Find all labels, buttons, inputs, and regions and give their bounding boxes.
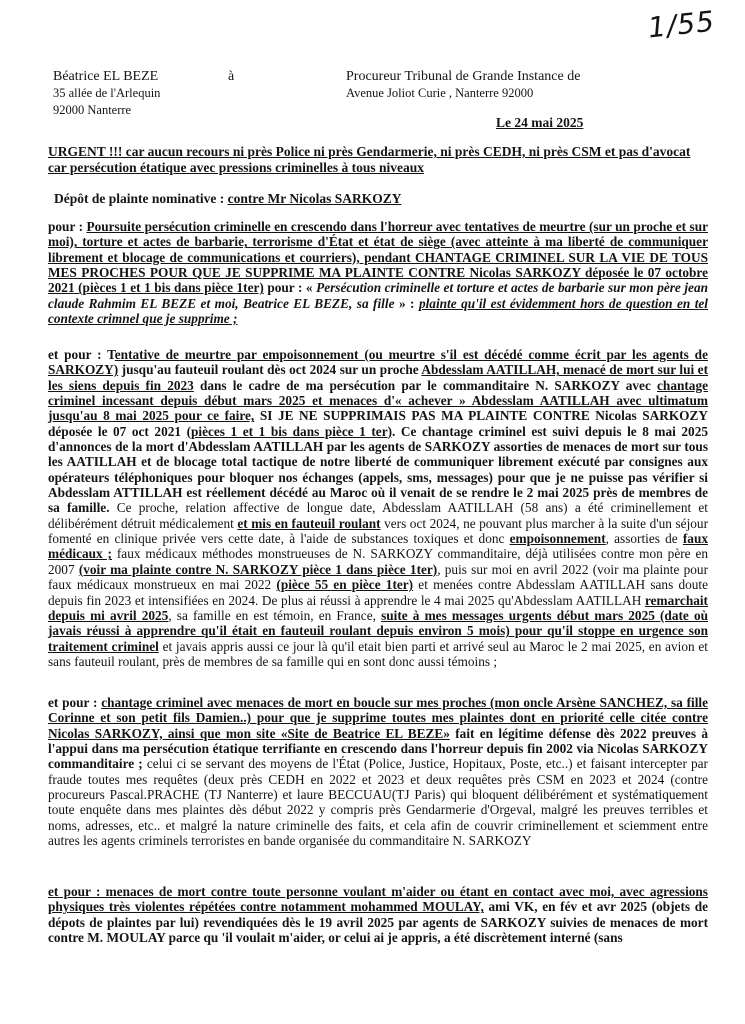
p1-s2: Poursuite persécution criminelle en crescendo dans l'horreur avec tentatives de meurtre (sur un proche et sur moi), torture et actes de barbarie, terrorisme d'État et état de siège (avec atteinte à ma liberté de communiquer librement et blocage de communications et courriers), pendant CHANTAGE CRIMINEL SUR LA VIE DE TOUS MES PROCHES POUR QUE JE SUPPRIME MA PLAINTE CONTRE Nicolas SARKOZY déposée le 07 octobre 2021 (pièces 1 et 1 bis dans pièce 1ter) [48,219,708,296]
p4-s1: et pour : menaces de mort contre toute personne voulant m'aider ou étant en contact avec moi, avec agressions physiques très violentes répétées contre notamment mohammed MOULAY, [48,884,708,915]
complaint-header [54,191,401,207]
to-word: à [228,69,235,84]
p2-s23: , sa famille en est témoin, en France, [168,607,382,623]
p2-s2: entative de meurtre par empoisonnement [114,347,359,362]
p1-s1: pour : [48,219,83,234]
p1-s5: » : [398,295,415,311]
paragraph-4 [48,884,708,945]
recipient-line1: Procureur Tribunal de Grande Instance de [346,69,581,84]
p2-s14: empoisonnement [509,531,606,547]
p2-s21: et menées contre Abdesslam AATILLAH sans doute depuis fin 2023 et intensifiées en 2024. De plus ai réussi à apprendre le 4 mai 2025 qu'Abdesslam AATILLAH [48,577,708,608]
p4-s2: ami VK, en fév et avr 2025 (objets de dépots de plaintes par lui) revendiquées dès le 19 avril 2025 par agents de SARKOZY suivies de menaces de mort contre M. MOULAY parce qu 'il voulait m'aider, or celui ai je appris, a été discrètement interné (sans [48,899,708,946]
p2-s15: , assorties de [605,531,683,547]
p3-s4: celui ci se servant des moyens de l'État (Police, Justice, Hopitaux, Poste, etc..) et faisant intercepter par fraude toutes mes requêtes (deux près CEDH en 2022 et 2023 et deux requêtes près CSM en 2023 et 2024 (contre procureurs Pascal.PRACHE (TJ Nanterre) et laure BECCUAU(TJ Paris) qui bloquent délibérément et systématiquement toute enquête dans mes plaintes dès début 2022 y compris près Gendarmerie d'Orgeval, malgré les preuves terribles et noms, adresses, etc.. et malgré la nature criminelle des faits, et cela afin de couvrir criminellement et sciemment entre autres les agents criminels terroristes en bande organisée du commanditaire N. SARKOZY [48,756,708,849]
urgent-notice: URGENT !!! car aucun recours ni près Police ni près Gendarmerie, ni près CEDH, ni près CSM et pas d'avocat car persécution étatique avec pressions criminelles à tous niveaux [48,144,691,175]
p1-s3: pour : « [263,280,317,296]
p2-s13: vers oct 2024, ne pouvant plus marcher à la suite d'un séjour fomenté en clinique privée vers cette date, à l'aide de substances toxiques et donc [48,515,708,547]
p3-s1: et pour : [48,695,102,710]
p1-s6: plainte qu'il est évidemment hors de question en tel contexte crimnel que je supprime ; [48,295,708,327]
p2-s25: et javais appris aussi ce jour là qu'il etait bien parti et arrivé seul au Maroc le 2 mai 2025, en avion et sans fauteuil roulant, près de membres de sa famille qui en sont donc aussi témoins ; [48,638,709,669]
p2-s19: , puis sur moi en avril 2022 (voir ma plainte pour faux médicaux monstrueux en mai 2022 [48,561,708,593]
p2-s3: (ou meurtre s'il est décédé comme écrit par les agents de SARKOZY) [48,347,708,378]
p2-s10: . Ce chantage criminel est suivi depuis le 8 mai 2025 d'annonces de la mort d'Abdesslam AATILLAH par les agents de SARKOZY assorties de menaces de mort sur tous les AATILLAH et de blocage total tactique de notre liberté de communiquer librement exécuté par consignes aux opérateurs téléphoniques pour bloquer nos échanges (appels, sms, messages) pour que je ne puisse pas vérifier si Abdesslam ATTILLAH est réellement décédé au Maroc où il venait de se rendre le 2 mai 2025 près de membres de sa famille. [48,423,708,516]
sender-name: Béatrice EL BEZE [53,69,159,84]
p2-s12: et mis en fauteuil roulant [237,515,381,531]
p2-s11: Ce proche, relation affective de longue date, Abdesslam AATILLAH (58 ans) a été criminellement et délibérément détruit médicalement [48,500,708,531]
sender-city: 92000 Nanterre [53,103,132,117]
sender-street: 35 allée de l'Arlequin [53,86,161,100]
letter-date: Le 24 mai 2025 [496,115,584,130]
paragraph-3 [48,695,708,848]
p2-s22: remarchait depuis mi avril 2025 [48,592,708,623]
recipient-block [346,68,580,102]
recipient-line2: Avenue Joliot Curie , Nanterre 92000 [346,86,534,100]
p2-s24: suite à mes messages urgents début mars 2025 (date où javais réussi à apprendre qu'il était en fauteuil roulant depuis environ 5 mois) pour qu'il stoppe en urgence son traitement criminel [48,607,708,654]
complaint-label: Dépôt de plainte nominative : [54,191,225,206]
p2-s5: Abdesslam AATILLAH, menacé de mort sur lui et les siens depuis fin 2023 [48,362,708,393]
p2-s8: SI JE NE SUPPRIMAIS PAS MA PLAINTE CONTRE Nicolas SARKOZY déposée le 07 oct 2021 [48,408,708,439]
p1-s4: Persécution criminelle et torture et actes de barbarie sur mon père jean claude Rahmim EL BEZE et moi, Beatrice EL BEZE, sa fille [48,280,708,311]
p3-s3: fait en légitime défense dès 2022 preuves à l'appui dans ma persécution étatique terrifiante en crescendo dans l'horreur depuis fin 2002 via Nicolas SARKOZY commanditaire ; [48,725,708,772]
p2-s1: et pour : T [48,347,115,362]
paragraph-1 [48,219,708,326]
p2-s20: (pièce 55 en pièce 1ter) [276,577,414,593]
p2-s9: (pièces 1 et 1 bis dans pièce 1 ter) [186,423,393,439]
page-number: 1/55 [646,4,717,45]
sender-block [53,68,160,119]
p2-s16: faux médicaux ; [48,531,708,562]
paragraph-2 [48,347,708,669]
p2-s6: dans le cadre de ma persécution par le commanditaire N. SARKOZY avec [193,377,658,393]
p2-s7: chantage criminel incessant depuis début mars 2025 et menaces d'« achever » Abdesslam AATILLAH avec ultimatum jusqu'au 8 mai 2025 pour ce faire, [48,377,708,424]
p3-s2: chantage criminel avec menaces de mort en boucle sur mes proches (mon oncle Arsène SANCHEZ, sa fille Corinne et son petit fils Damien..) pour que je supprime toutes mes plaintes dont en priorité celle citée contre Nicolas SARKOZY, ainsi que mon site «Site de Beatrice EL BEZE» [48,695,708,741]
p2-s17: faux médicaux méthodes monstrueuses de N. SARKOZY commanditaire, déjà utilisées contre mon père en 2007 [48,546,708,577]
complaint-target: contre Mr Nicolas SARKOZY [227,191,402,206]
p2-s4: jusqu'au fauteuil roulant dès oct 2024 sur un proche [118,362,422,378]
p2-s18: (voir ma plainte contre N. SARKOZY pièce 1 dans pièce 1ter) [78,561,438,577]
